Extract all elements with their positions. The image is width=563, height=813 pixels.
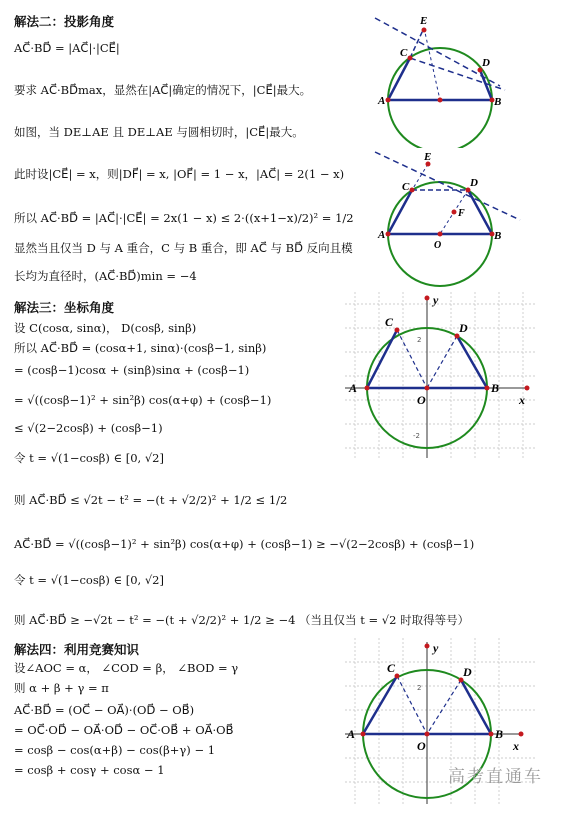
label-E: E [424,151,432,163]
point-C [395,674,400,679]
figure-projection-1 [370,8,560,148]
line-BD [461,680,491,734]
s3-line-4: = √((cosβ−1)² + sin²β) cos(α+φ) + (cosβ−1) [14,393,272,407]
label-C: C [402,181,410,193]
label-B: B [494,230,502,242]
s4-line-2: 则 α + β + γ = π [14,681,109,695]
figure-projection-2 [370,150,560,290]
s2-line-1: AC⃗·BD⃗ = |AC⃗|·|CE⃗| [14,41,120,55]
label-O: O [417,739,426,753]
figure-coordinate [345,292,535,458]
y-axis-arrow [425,296,430,301]
s2-line-7: 长均为直径时，(AC⃗·BD⃗)min = −4 [14,269,197,283]
point-O [438,98,443,103]
section3-heading: 解法三：坐标角度 [14,300,115,315]
tick-neg2: -2 [413,432,420,440]
line-OC [397,330,427,388]
point-C [408,56,413,61]
s3-line-5: ≤ √(2−2cosβ) + (cosβ−1) [14,421,163,435]
label-D: D [463,665,472,679]
label-F: F [458,208,465,219]
s2-line-5: 所以 AC⃗·BD⃗ = |AC⃗|·|CE⃗| = 2x(1 − x) ≤ 2·((x+1−x)/2)² = 1/2 [14,211,354,225]
point-A [386,98,391,103]
label-C: C [400,47,408,59]
point-E [422,28,427,33]
s2-line-3: 如图，当 DE⊥AE 且 DE⊥AE 与圆相切时，|CE⃗|最大。 [14,125,304,139]
label-A: A [347,727,356,741]
s3-line-8: AC⃗·BD⃗ = √((cosβ−1)² + sin²β) cos(α+φ) + (cosβ−1) ≥ −√(2−2cosβ) + (cosβ−1) [14,537,475,551]
label-E: E [420,15,428,27]
label-B: B [495,727,504,741]
label-B: B [494,96,502,108]
point-C [410,188,415,193]
point-B [489,732,494,737]
point-A [361,732,366,737]
label-D: D [459,321,468,335]
s2-line-6: 显然当且仅当 D 与 A 重合，C 与 B 重合，即 AC⃗ 与 BD⃗ 反向且模 [14,241,353,255]
section4-heading: 解法四：利用竞赛知识 [14,642,140,657]
line-AC [388,190,412,234]
s3-line-3: = (cosβ−1)cosα + (sinβ)sinα + (cosβ−1) [14,363,250,377]
point-O [425,732,430,737]
label-C: C [387,661,396,675]
tick-2: 2 [417,336,422,344]
line-OD [427,336,457,388]
section2-heading: 解法二：投影角度 [14,14,115,29]
dashed-line-1 [375,152,520,220]
s2-line-4: 此时设|CE⃗| = x，则|DF⃗| = x, |OF⃗| = 1 − x，|AC⃗| = 2(1 − x) [14,167,345,181]
s4-line-4: = OC⃗·OD⃗ − OA⃗·OD⃗ − OC⃗·OB⃗ + OA⃗·OB⃗ [14,723,234,737]
line-OD [427,680,461,734]
line-BD [468,190,492,234]
y-axis-arrow [425,644,430,649]
line-AC [363,676,397,734]
tick-2: 2 [417,684,422,692]
label-B: B [491,381,500,395]
s4-line-1: 设∠AOC = α， ∠COD = β， ∠BOD = γ [14,661,239,675]
s3-line-1: 设 C(cosα, sinα)， D(cosβ, sinβ) [14,321,197,335]
label-O: O [417,393,426,407]
s3-line-2: 所以 AC⃗·BD⃗ = (cosα+1, sinα)·(cosβ−1, sinβ) [14,341,267,355]
line-BD [457,336,487,388]
s3-line-6: 令 t = √(1−cosβ) ∈ [0, √2] [14,451,164,465]
label-A: A [378,229,386,241]
label-D: D [470,177,478,189]
label-C: C [385,315,394,329]
line-OC [397,676,427,734]
point-F [452,210,457,215]
point-O [425,386,430,391]
s4-line-6: = cosβ + cosγ + cosα − 1 [14,763,165,777]
s3-line-10: 则 AC⃗·BD⃗ ≥ −√2t − t² = −(t + √2/2)² + 1/2 ≥ −4 （当且仅当 t = √2 时取得等号） [14,613,470,627]
s3-line-9: 令 t = √(1−cosβ) ∈ [0, √2] [14,573,164,587]
point-A [386,232,391,237]
point-O [438,232,443,237]
s4-line-5: = cosβ − cos(α+β) − cos(β+γ) − 1 [14,743,216,757]
s4-line-3: AC⃗·BD⃗ = (OC⃗ − OA⃗)·(OD⃗ − OB⃗) [14,703,195,717]
point-B [485,386,490,391]
label-D: D [482,57,490,69]
label-y: y [433,641,439,655]
label-x: x [513,739,519,753]
dashed-line-3 [424,28,440,100]
label-O: O [434,240,442,251]
s3-line-7: 则 AC⃗·BD⃗ ≤ √2t − t² = −(t + √2/2)² + 1/2 ≤ 1/2 [14,493,288,507]
x-axis-arrow [525,386,530,391]
label-A: A [378,95,386,107]
line-AC [388,58,410,100]
line-AC [367,330,397,388]
point-C [395,328,400,333]
x-axis-arrow [519,732,524,737]
watermark: 高考直通车 [448,767,543,787]
s2-line-2: 要求 AC⃗·BD⃗max，显然在|AC⃗|确定的情况下，|CE⃗|最大。 [14,83,312,97]
label-x: x [519,393,525,407]
label-A: A [349,381,358,395]
label-y: y [433,293,439,307]
point-A [365,386,370,391]
